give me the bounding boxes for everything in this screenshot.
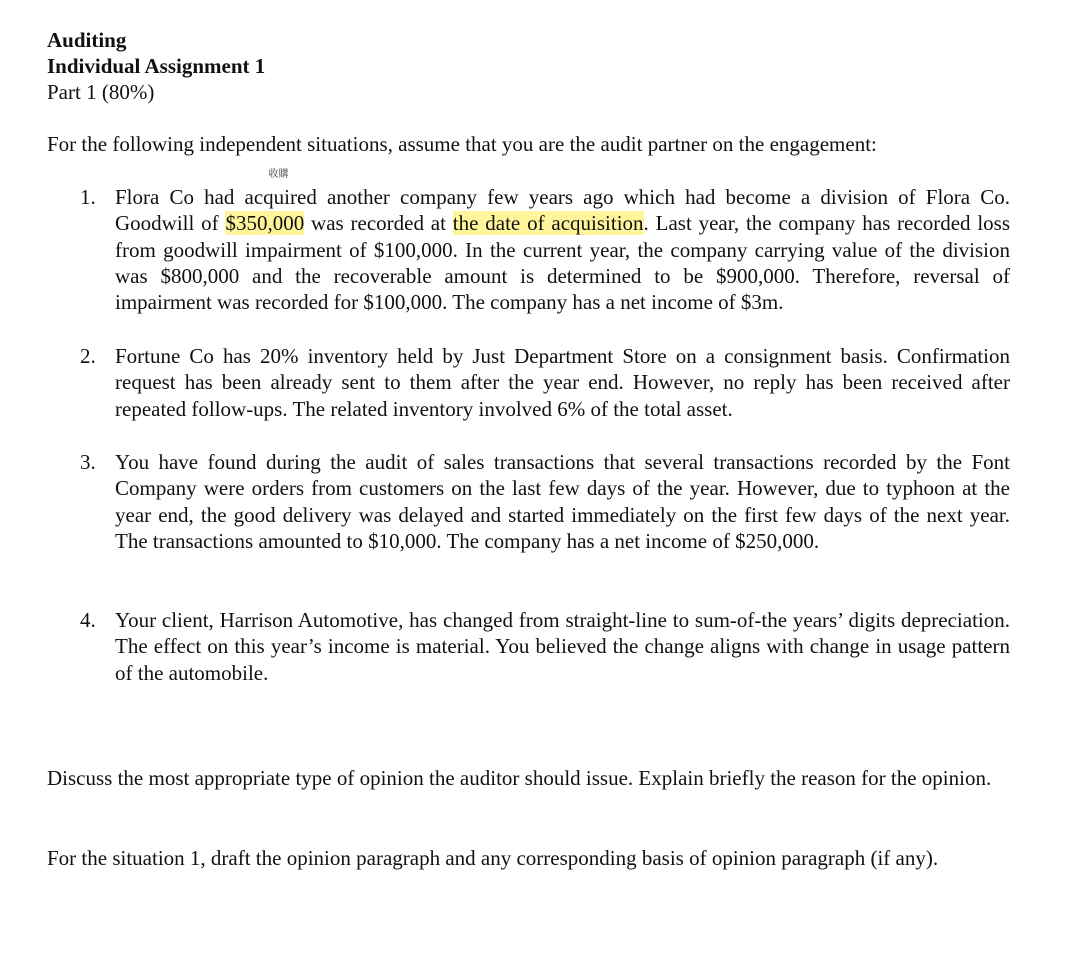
item-text: You have found during the audit of sales transactions that several transactions recorded by the Font Company were orders from customers on the last few days of the year. However, due to typhoon at the year end, the good delivery was delayed and started immediately on the first few days of the next year. The transactions amounted to $10,000. The company has a net income of $250,000. — [115, 450, 1010, 553]
draft-instruction: For the situation 1, draft the opinion paragraph and any corresponding basis of opinion paragraph (if any). — [47, 846, 939, 870]
highlight-date: the date of acquisition — [452, 211, 644, 236]
item-text: Fortune Co has 20% inventory held by Just Department Store on a consignment basis. Confirmation request has been already sent to them after the year end. However, no reply has been received after repeated follow-ups. The related inventory involved 6% of the total asset. — [115, 344, 1010, 421]
text-run: . Last year, the company has recorded loss from goodwill impairment of $100,000. In the current year, the company carrying value of the division was $800,000 and the recoverable amount is determined to be $900,000. Therefore, reversal of impairment was recorded for $100,000. The company has a net income of $3m. — [115, 211, 1011, 315]
item-number: 3. — [80, 450, 96, 474]
assignment-title: Individual Assignment 1 — [47, 54, 266, 78]
situation-item-2 — [80, 343, 1010, 422]
annotated-word — [244, 169, 317, 210]
course-title: Auditing — [47, 28, 127, 52]
text-run: acquired — [244, 185, 317, 209]
highlight-amount: $350,000 — [225, 211, 305, 236]
discuss-instruction: Discuss the most appropriate type of opinion the auditor should issue. Explain briefly the reason for the opinion. — [47, 766, 992, 790]
item-text: Your client, Harrison Automotive, has changed from straight-line to sum-of-the years’ digits depreciation. The effect on this year’s income is material. You believed the change aligns with change in usage pattern of the automobile. — [115, 608, 1010, 685]
situation-item-1 — [80, 169, 1011, 315]
text-run: Flora Co had — [115, 185, 245, 209]
situation-item-4 — [80, 607, 1010, 686]
item-number: 2. — [80, 344, 96, 368]
intro-sentence: For the following independent situations, assume that you are the audit partner on the engagement: — [47, 132, 877, 156]
item-number: 4. — [80, 608, 96, 632]
text-run: was recorded at — [304, 211, 453, 236]
item-text — [115, 169, 1011, 315]
part-label: Part 1 (80%) — [47, 80, 155, 104]
item-number: 1. — [80, 185, 96, 209]
handwritten-annotation: 收購 — [268, 169, 289, 180]
text-run: another company few years ago which had become a division of Flora Co. Goodwill of — [115, 185, 1010, 236]
situation-item-3 — [80, 449, 1010, 554]
